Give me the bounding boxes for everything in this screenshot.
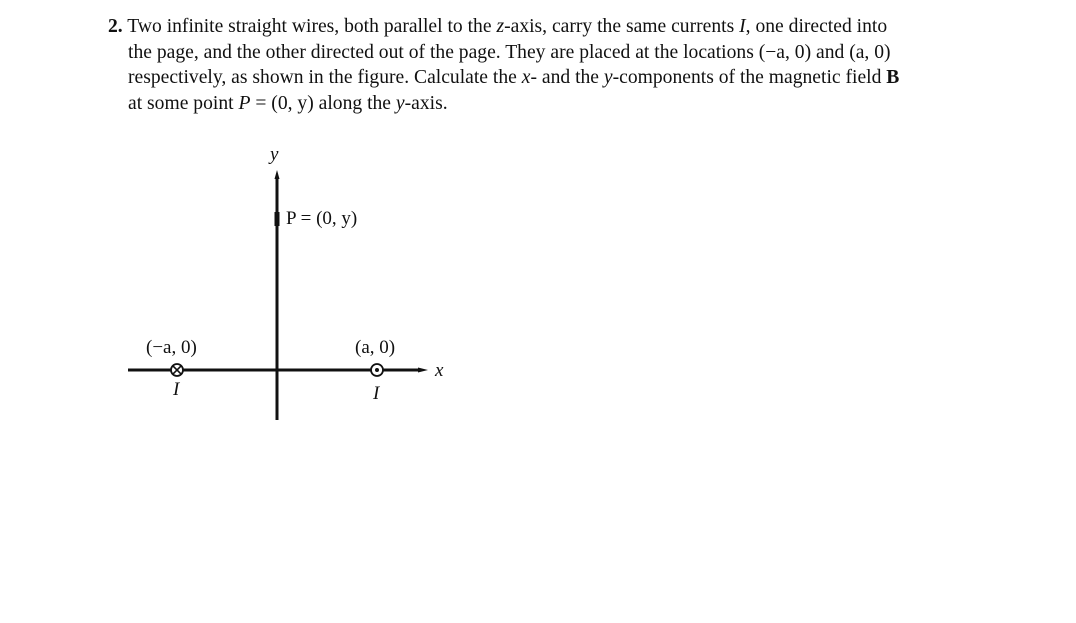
text: -components of the magnetic field — [612, 67, 887, 88]
right-wire-current-label: I — [373, 383, 380, 404]
math-I: I — [739, 16, 746, 37]
text: Two infinite straight wires, both parallel to the — [127, 16, 497, 37]
math-z: z — [496, 16, 505, 37]
problem-number: 2. — [108, 16, 123, 37]
text: -axis. — [404, 92, 448, 114]
wire-into-page-icon — [171, 364, 183, 376]
text: -axis, carry the same currents — [504, 16, 740, 37]
y-axis-label: y — [270, 144, 279, 165]
left-wire-coordinate: (−a, 0) — [146, 337, 197, 358]
math-y: y — [395, 92, 405, 114]
text: at some point — [128, 92, 239, 114]
point-p-label: P = (0, y) — [286, 208, 358, 229]
math-y: y — [603, 67, 613, 88]
right-wire-coordinate: (a, 0) — [355, 337, 396, 358]
text: - and the — [530, 67, 604, 88]
text: respectively, as shown in the figure. Calculate the — [128, 67, 522, 88]
math-x: x — [521, 67, 531, 88]
problem-line-2: the page, and the other directed out of the page. They are placed at the locations (−a, 0) and (a, 0) — [128, 41, 891, 63]
y-axis-arrowhead — [275, 170, 280, 179]
math-B: B — [886, 67, 900, 88]
wire-out-of-page-icon — [371, 364, 383, 376]
math-P: P — [238, 92, 251, 114]
text: , one directed into — [745, 16, 888, 37]
x-axis-label: x — [435, 360, 444, 381]
left-wire-current-label: I — [173, 379, 180, 400]
text: = (0, y) along the — [250, 92, 396, 114]
x-axis-arrowhead — [418, 368, 428, 373]
